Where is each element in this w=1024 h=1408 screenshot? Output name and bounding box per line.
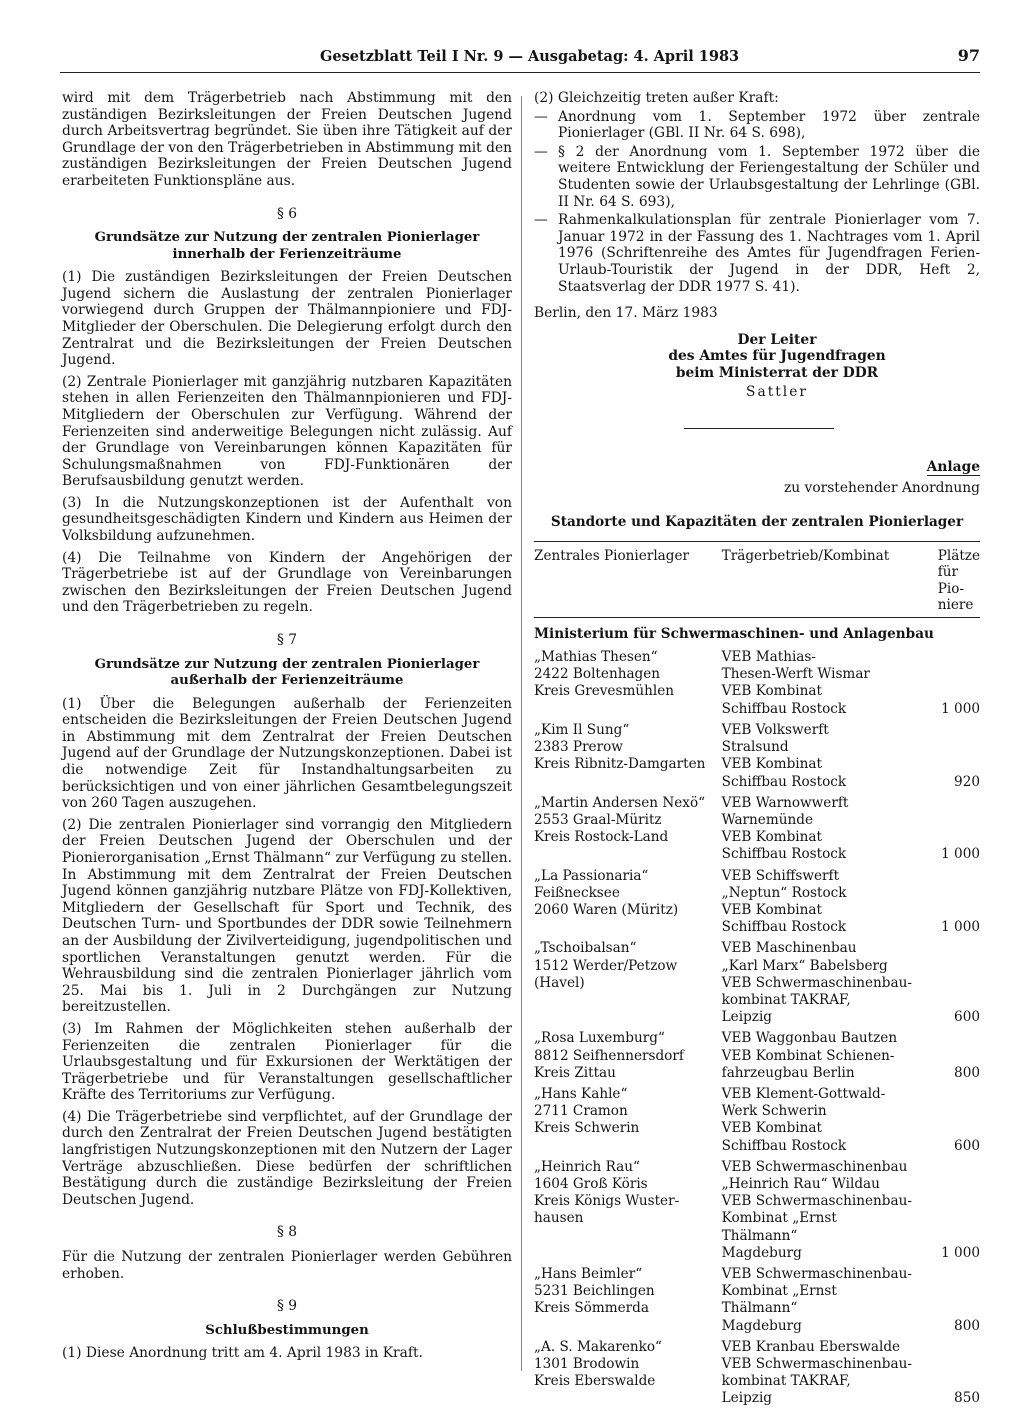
operator-line: Schiffbau Rostock — [721, 773, 847, 790]
dash-bullet: — — [534, 143, 548, 160]
section-6-number: § 6 — [276, 205, 298, 222]
camp-line: hausen — [534, 1210, 584, 1227]
section-6-para-4: (4) Die Teilnahme von Kindern der Angehörigen der Trägerbetriebe ist auf der Grundlage von Vereinbarungen zwischen den Bezirksleitungen der Freien Deutschen Jugend und den Trägerbetrieben zu regeln. — [62, 549, 512, 616]
section-6-title: Grundsätze zur Nutzung der zentralen Pionierlager innerhalb der Ferienzeiträume — [94, 230, 480, 262]
operator-line: Magdeburg — [721, 1317, 802, 1334]
operator-line: Magdeburg — [721, 1244, 802, 1261]
repeal-intro: (2) Gleichzeitig treten außer Kraft: — [534, 90, 779, 106]
section-7-para-1: (1) Über die Belegungen außerhalb der Ferienzeiten entscheiden die Bezirksleitungen der Freien Deutschen Jugend in Abstimmung mit dem Zentralrat der Freien Deutschen Jugend auf der Grundlage der Nutzungskonzeptionen. Dabei ist die notwendige Zeit für Instandhaltungsarbeiten zu berücksichtigen und von einer jährlichen Gesamtbelegungszeit von 260 Tagen auszugehen. — [62, 695, 512, 812]
operator-line: VEB Kranbau Eberswalde — [721, 1338, 901, 1355]
camp-line: 1301 Brodowin — [534, 1356, 640, 1372]
repeal-item-text: Anordnung vom 1. September 1972 über zentrale Pionierlager (GBl. II Nr. 64 S. 698), — [558, 108, 980, 142]
section-7-para-2: (2) Die zentralen Pionierlager sind vorrangig den Mitgliedern der Freien Deutschen Jugend der Oberschulen und der Pionierorganisation „Ernst Thälmann“ zur Verfügung zu stellen. In Abstimmung mit dem Zentralrat der Freien Deutschen Jugend können ganzjährig nutzbare Plätze von FDJ-Kollektiven, Mitgliedern der Gesellschaft für Sport und Technik, des Deutschen Turn- und Sportbundes der DDR sowie Teilnehmern an der Ausbildung der Zivilverteidigung, jugendpolitischen und sportlichen Veranstaltungen genutzt werden. Für die Wehrausbildung sind die zentralen Pionierlager jährlich vom 25. Mai bis 1. Juli in 2 Durchgängen zur Nutzung bereitzustellen. — [62, 816, 512, 1016]
operator-line: Schiffbau Rostock — [721, 1137, 847, 1154]
camp-line: 8812 Seifhennersdorf — [534, 1047, 684, 1064]
col-header-places-line: Pio- — [937, 580, 964, 597]
camp-line: Kreis Schwerin — [534, 1120, 640, 1137]
camp-line: „Mathias Thesen“ — [534, 649, 658, 666]
table-row — [534, 718, 980, 791]
table-header-row — [534, 542, 980, 618]
section-9-title: Schlußbestimmungen — [205, 1322, 369, 1338]
operator-line: „Karl Marx“ Babelsberg — [721, 957, 888, 974]
operator-line: VEB Schiffswerft — [721, 867, 840, 884]
operator-cell — [722, 791, 914, 864]
operator-line: kombinat TAKRAF, — [721, 1373, 851, 1390]
operator-line: fahrzeugbau Berlin — [721, 1064, 855, 1081]
camp-line: (Havel) — [534, 974, 585, 991]
operator-line: VEB Volkswerft — [721, 721, 829, 738]
page-header — [60, 48, 980, 72]
camp-line: „Hans Beimler“ — [534, 1265, 643, 1282]
table-row — [534, 1155, 980, 1262]
repeal-item-text: § 2 der Anordnung vom 1. September 1972 über die weitere Entwicklung der Feriengestaltung der Schüler und Studenten sowie der Urlaubsgestaltung der Lehrlinge (GBl. II Nr. 64 S. 693), — [558, 143, 980, 210]
places-cell: 850 — [954, 1390, 980, 1407]
signature-line-1: Der Leiter — [737, 331, 817, 348]
camp-cell — [534, 1082, 722, 1155]
table-row — [534, 1335, 980, 1408]
operator-cell — [722, 1262, 914, 1335]
operator-cell — [722, 1026, 914, 1082]
operator-line: VEB Schwermaschinenbau- — [721, 974, 912, 991]
camp-line: Kreis Königs Wuster- — [534, 1193, 680, 1210]
annex-heading-text: Anlage — [926, 459, 980, 476]
annex-title: Standorte und Kapazitäten der zentralen Pionierlager — [534, 514, 980, 542]
operator-line: Kombinat „Ernst Thälmann“ — [721, 1210, 837, 1244]
section-8-para-1: Für die Nutzung der zentralen Pionierlager werden Gebühren erhoben. — [62, 1249, 512, 1282]
places-cell: 1 000 — [941, 700, 980, 717]
section-7-number: § 7 — [276, 632, 298, 649]
camp-line: „A. S. Makarenko“ — [534, 1338, 663, 1355]
places-cell: 800 — [954, 1064, 980, 1081]
section-7-para-3: (3) Im Rahmen der Möglichkeiten stehen außerhalb der Ferienzeiten die zentralen Pionierlager für die Urlaubsgestaltung und für Exkursionen der Werktätigen der Trägerbetriebe und für Veranstaltungen gesellschaftlicher Kräfte des Territoriums zur Verfügung. — [62, 1020, 512, 1104]
annex-heading — [534, 459, 980, 476]
operator-cell — [722, 1082, 914, 1155]
signature-block — [534, 332, 980, 400]
annex-subheading: zu vorstehender Anordnung — [783, 479, 980, 496]
signature-line-2: des Amtes für Jugendfragen — [668, 348, 886, 365]
left-column — [62, 90, 512, 1362]
operator-line: Warnemünde — [721, 811, 813, 828]
table-row — [534, 645, 980, 718]
camp-line: 2711 Cramon — [534, 1103, 628, 1120]
dash-bullet: — — [534, 212, 548, 229]
operator-cell — [722, 864, 914, 937]
operator-line: VEB Kombinat — [721, 1120, 822, 1137]
section-6-para-1: (1) Die zuständigen Bezirksleitungen der Freien Deutschen Jugend sichern die Auslastung der zentralen Pionierlager vorwiegend durch Gruppen der Thälmannpioniere und FDJ-Mitglieder der Oberschulen. Die Delegierung erfolgt durch den Zentralrat und die Bezirksleitungen der Freien Deutschen Jugend. — [62, 269, 512, 369]
operator-line: VEB Maschinenbau — [721, 940, 857, 957]
operator-line: Leipzig — [721, 1009, 772, 1026]
camp-line: Kreis Rostock-Land — [534, 829, 669, 846]
table-row — [534, 936, 980, 1026]
operator-cell — [722, 1155, 914, 1262]
operator-line: VEB Kombinat — [721, 901, 822, 918]
col-header-places-line: für — [937, 564, 959, 581]
section-6-para-2: (2) Zentrale Pionierlager mit ganzjährig nutzbaren Kapazitäten stehen in allen Ferienzeiten den Thälmannpionieren und FDJ-Mitgliedern der Oberschulen zur Verfügung. Während der Ferienzeiten sind anderweitige Belegungen nicht zulässig. Auf der Grundlage von Vereinbarungen können Kapazitäten für Schulungsmaßnahmen von FDJ-Funktionären der Berufsausbildung genutzt werden. — [62, 373, 512, 490]
camp-cell — [534, 936, 722, 1026]
places-cell: 1 000 — [941, 846, 980, 863]
operator-line: kombinat TAKRAF, — [721, 991, 851, 1008]
signature-line-3: beim Ministerrat der DDR — [675, 364, 879, 381]
camp-line: 2553 Graal-Müritz — [534, 811, 662, 828]
intro-paragraph: wird mit dem Trägerbetrieb nach Abstimmung mit den zuständigen Bezirksleitungen der Freien Deutschen Jugend durch Arbeitsvertrag begründet. Sie üben ihre Tätigkeit auf der Grundlage der von den Trägerbetrieben in Abstimmung mit den zuständigen Bezirksleitungen der Freien Deutschen Jugend erarbeiteten Funktionspläne aus. — [62, 90, 512, 189]
page-number: 97 — [957, 46, 980, 65]
camp-cell — [534, 1335, 722, 1408]
places-cell: 1 000 — [941, 919, 980, 936]
operator-line: VEB Schwermaschinenbau- — [721, 1356, 912, 1372]
section-6-para-3: (3) In die Nutzungskonzeptionen ist der Aufenthalt von gesundheitsgeschädigten Kindern und Kindern aus Heimen der Volksbildung aufzunehmen. — [62, 494, 512, 545]
repeal-item — [534, 109, 980, 142]
operator-cell — [722, 1335, 914, 1408]
camp-line: Feißnecksee — [534, 884, 620, 901]
camp-line: Kreis Eberswalde — [534, 1373, 656, 1390]
operator-line: Schiffbau Rostock — [721, 846, 847, 863]
places-cell: 1 000 — [941, 1244, 980, 1261]
camps-table — [534, 542, 980, 1408]
camp-cell — [534, 718, 722, 791]
right-column — [534, 90, 980, 1408]
operator-line: VEB Kombinat Schienen- — [721, 1047, 895, 1064]
table-row — [534, 1262, 980, 1335]
ministry-name: Ministerium für Schwermaschinen- und Anlagenbau — [534, 625, 934, 642]
camp-line: 2383 Prerow — [534, 739, 623, 756]
header-rule — [60, 72, 980, 73]
operator-line: Schiffbau Rostock — [721, 700, 847, 717]
operator-line: „Heinrich Rau“ Wildau — [721, 1175, 880, 1192]
operator-line: VEB Kombinat — [721, 829, 822, 846]
section-9-number: § 9 — [276, 1298, 298, 1315]
camp-cell — [534, 791, 722, 864]
operator-line: Leipzig — [721, 1390, 772, 1407]
table-row — [534, 864, 980, 937]
camp-cell — [534, 1262, 722, 1335]
operator-line: Thesen-Werft Wismar — [721, 666, 870, 683]
operator-line: VEB Klement-Gottwald- — [721, 1085, 886, 1102]
operator-line: Stralsund — [721, 739, 789, 756]
camp-line: „Heinrich Rau“ — [534, 1158, 640, 1175]
operator-line: Schiffbau Rostock — [721, 919, 847, 936]
camp-cell — [534, 645, 722, 718]
camp-line: 1512 Werder/Petzow — [534, 957, 678, 974]
signature-rule — [684, 428, 834, 429]
camp-cell — [534, 1155, 722, 1262]
operator-cell — [722, 645, 914, 718]
camp-line: „Tschoibalsan“ — [534, 940, 637, 957]
camp-line: 5231 Beichlingen — [534, 1283, 655, 1300]
section-7-title: Grundsätze zur Nutzung der zentralen Pionierlager außerhalb der Ferienzeiträume — [94, 656, 480, 689]
operator-line: VEB Waggonbau Bautzen — [721, 1030, 898, 1047]
operator-line: VEB Schwermaschinenbau- — [721, 1193, 912, 1210]
operator-line: Kombinat „Ernst Thälmann“ — [721, 1283, 837, 1317]
running-title: Gesetzblatt Teil I Nr. 9 — Ausgabetag: 4. April 1983 — [320, 48, 740, 65]
place-date: Berlin, den 17. März 1983 — [534, 305, 718, 322]
col-header-places-line: niere — [937, 597, 974, 614]
section-7-para-4: (4) Die Trägerbetriebe sind verpflichtet, auf der Grundlage der durch den Zentralrat der Freien Deutschen Jugend bestätigten langfristigen Nutzungskonzeptionen mit den Nutzern der Lager Verträge abzuschließen. Diese bedürfen der schriftlichen Bestätigung durch die zuständige Bezirksleitung der Freien Deutschen Jugend. — [62, 1108, 512, 1208]
table-row — [534, 1082, 980, 1155]
camp-line: „Hans Kahle“ — [534, 1085, 628, 1102]
camp-line: 2422 Boltenhagen — [534, 666, 661, 683]
repeal-item-text: Rahmenkalkulationsplan für zentrale Pionierlager vom 7. Januar 1972 in der Fassung des 1. Nachtrages vom 1. April 1976 (Schriftenreihe des Amtes für Jugendfragen Ferien-Urlaub-Touristik der Jugend in der DDR, Heft 2, Staatsverlag der DDR 1977 S. 41). — [558, 212, 980, 295]
operator-line: VEB Mathias- — [721, 649, 816, 666]
operator-cell — [722, 718, 914, 791]
places-cell: 600 — [954, 1137, 980, 1154]
operator-line: Werk Schwerin — [721, 1103, 827, 1120]
camp-line: „Kim Il Sung“ — [534, 721, 630, 738]
camp-cell — [534, 864, 722, 937]
dash-bullet: — — [534, 108, 548, 125]
camp-line: 2060 Waren (Müritz) — [534, 901, 679, 918]
table-row — [534, 1026, 980, 1082]
col-header-places — [914, 542, 980, 618]
camp-line: Kreis Zittau — [534, 1064, 616, 1081]
column-divider — [521, 96, 522, 1371]
operator-line: VEB Kombinat — [721, 756, 822, 773]
camp-line: Kreis Grevesmühlen — [534, 683, 674, 700]
operator-cell — [722, 936, 914, 1026]
camp-line: 1604 Groß Köris — [534, 1175, 648, 1192]
camp-line: Kreis Sömmerda — [534, 1300, 649, 1317]
col-header-operator: Trägerbetrieb/Kombinat — [722, 542, 914, 618]
operator-line: „Neptun“ Rostock — [721, 884, 847, 901]
ministry-group-row — [534, 617, 980, 645]
section-8-number: § 8 — [276, 1224, 298, 1241]
col-header-places-line: Plätze — [937, 547, 980, 564]
table-row — [534, 791, 980, 864]
camp-line: Kreis Ribnitz-Damgarten — [534, 756, 706, 773]
camp-line: „Martin Andersen Nexö“ — [534, 794, 706, 811]
operator-line: VEB Schwermaschinenbau- — [721, 1265, 912, 1282]
camp-line: „Rosa Luxemburg“ — [534, 1030, 665, 1047]
repeal-item — [534, 144, 980, 210]
places-cell: 800 — [954, 1317, 980, 1334]
places-cell: 600 — [954, 1009, 980, 1026]
camp-line: „La Passionaria“ — [534, 867, 649, 884]
operator-line: VEB Kombinat — [721, 683, 822, 700]
places-cell: 920 — [954, 773, 980, 790]
camp-cell — [534, 1026, 722, 1082]
signatory-name: Sattler — [746, 383, 808, 400]
col-header-camp: Zentrales Pionierlager — [534, 542, 722, 618]
section-9-para-1: (1) Diese Anordnung tritt am 4. April 1983 in Kraft. — [62, 1345, 423, 1362]
operator-line: VEB Schwermaschinenbau — [721, 1158, 908, 1175]
operator-line: VEB Warnowwerft — [721, 794, 849, 811]
repeal-item — [534, 212, 980, 295]
